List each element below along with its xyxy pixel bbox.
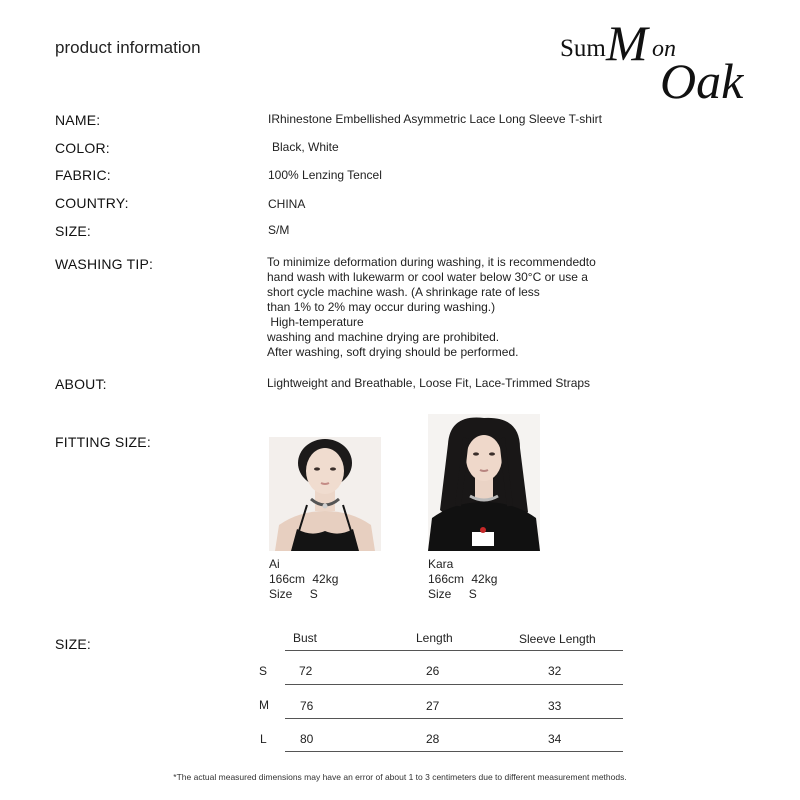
model-size xyxy=(428,587,497,602)
logo-text-1: Sum xyxy=(560,35,606,62)
logo-text-3: on xyxy=(652,36,676,62)
washing-line: High-temperature xyxy=(267,315,364,329)
washing-label: WASHING TIP: xyxy=(55,256,154,272)
fitting-size-label: FITTING SIZE: xyxy=(55,434,151,450)
country-label: COUNTRY: xyxy=(55,195,129,211)
footnote: *The actual measured dimensions may have an error of about 1 to 3 centimeters due to different measurement methods. xyxy=(173,772,627,782)
size-cell: 27 xyxy=(426,699,440,713)
size-cell: 28 xyxy=(426,732,440,746)
size-header-sleeve-length: Sleeve Length xyxy=(519,632,596,646)
table-rule xyxy=(285,751,623,752)
size-cell: 80 xyxy=(300,732,314,746)
model-size-value: S xyxy=(468,587,477,601)
size-cell: 34 xyxy=(548,732,562,746)
size-table-label: SIZE: xyxy=(55,636,92,652)
model-size-label: Size xyxy=(269,587,293,601)
size-cell: 72 xyxy=(299,664,313,678)
size-header-length: Length xyxy=(416,631,453,645)
country-value: CHINA xyxy=(268,197,306,211)
size-field-value: S/M xyxy=(268,223,290,237)
washing-tip-text xyxy=(267,255,627,360)
logo-text-2: M xyxy=(606,15,648,71)
model-weight: 42kg xyxy=(312,572,339,586)
table-rule xyxy=(285,684,623,685)
fabric-value: 100% Lenzing Tencel xyxy=(268,168,382,182)
about-label: ABOUT: xyxy=(55,376,107,392)
washing-line: After washing, soft drying should be performed. xyxy=(267,345,519,359)
model-size-value: S xyxy=(309,587,318,601)
model-weight: 42kg xyxy=(471,572,498,586)
washing-line: To minimize deformation during washing, it is recommendedto xyxy=(267,255,596,269)
size-row-label: L xyxy=(260,732,267,746)
table-rule xyxy=(285,718,623,719)
fabric-label: FABRIC: xyxy=(55,167,111,183)
color-value: Black, White xyxy=(272,140,339,154)
model-size xyxy=(269,587,338,602)
model-stats xyxy=(428,572,497,587)
washing-line: washing and machine drying are prohibited. xyxy=(267,330,500,344)
model-caption-kara xyxy=(428,557,497,602)
page-heading: product information xyxy=(55,38,201,57)
model-photo-ai xyxy=(269,437,381,551)
logo-text-4: Oak xyxy=(660,53,744,109)
model-height: 166cm xyxy=(428,572,465,586)
model-caption-ai xyxy=(269,557,338,602)
brand-logo xyxy=(560,14,775,109)
model-photo-kara xyxy=(428,414,540,551)
size-cell: 33 xyxy=(548,699,562,713)
size-row-label: S xyxy=(259,664,268,678)
size-cell: 26 xyxy=(426,664,440,678)
size-field-label: SIZE: xyxy=(55,223,92,239)
table-rule xyxy=(285,650,623,651)
model-name: Ai xyxy=(269,557,280,571)
size-cell: 32 xyxy=(548,664,562,678)
size-header-bust: Bust xyxy=(293,631,318,645)
washing-line: short cycle machine wash. (A shrinkage rate of less xyxy=(267,285,540,299)
name-value: IRhinestone Embellished Asymmetric Lace Long Sleeve T-shirt xyxy=(268,112,602,126)
size-row-label: M xyxy=(259,698,269,712)
model-name: Kara xyxy=(428,557,454,571)
model-size-label: Size xyxy=(428,587,452,601)
model-height: 166cm xyxy=(269,572,306,586)
washing-line: than 1% to 2% may occur during washing.) xyxy=(267,300,496,314)
model-stats xyxy=(269,572,338,587)
about-value: Lightweight and Breathable, Loose Fit, Lace-Trimmed Straps xyxy=(267,376,591,390)
size-cell: 76 xyxy=(300,699,314,713)
name-label: NAME: xyxy=(55,112,101,128)
color-label: COLOR: xyxy=(55,140,110,156)
washing-line: hand wash with lukewarm or cool water below 30°C or use a xyxy=(267,270,588,284)
